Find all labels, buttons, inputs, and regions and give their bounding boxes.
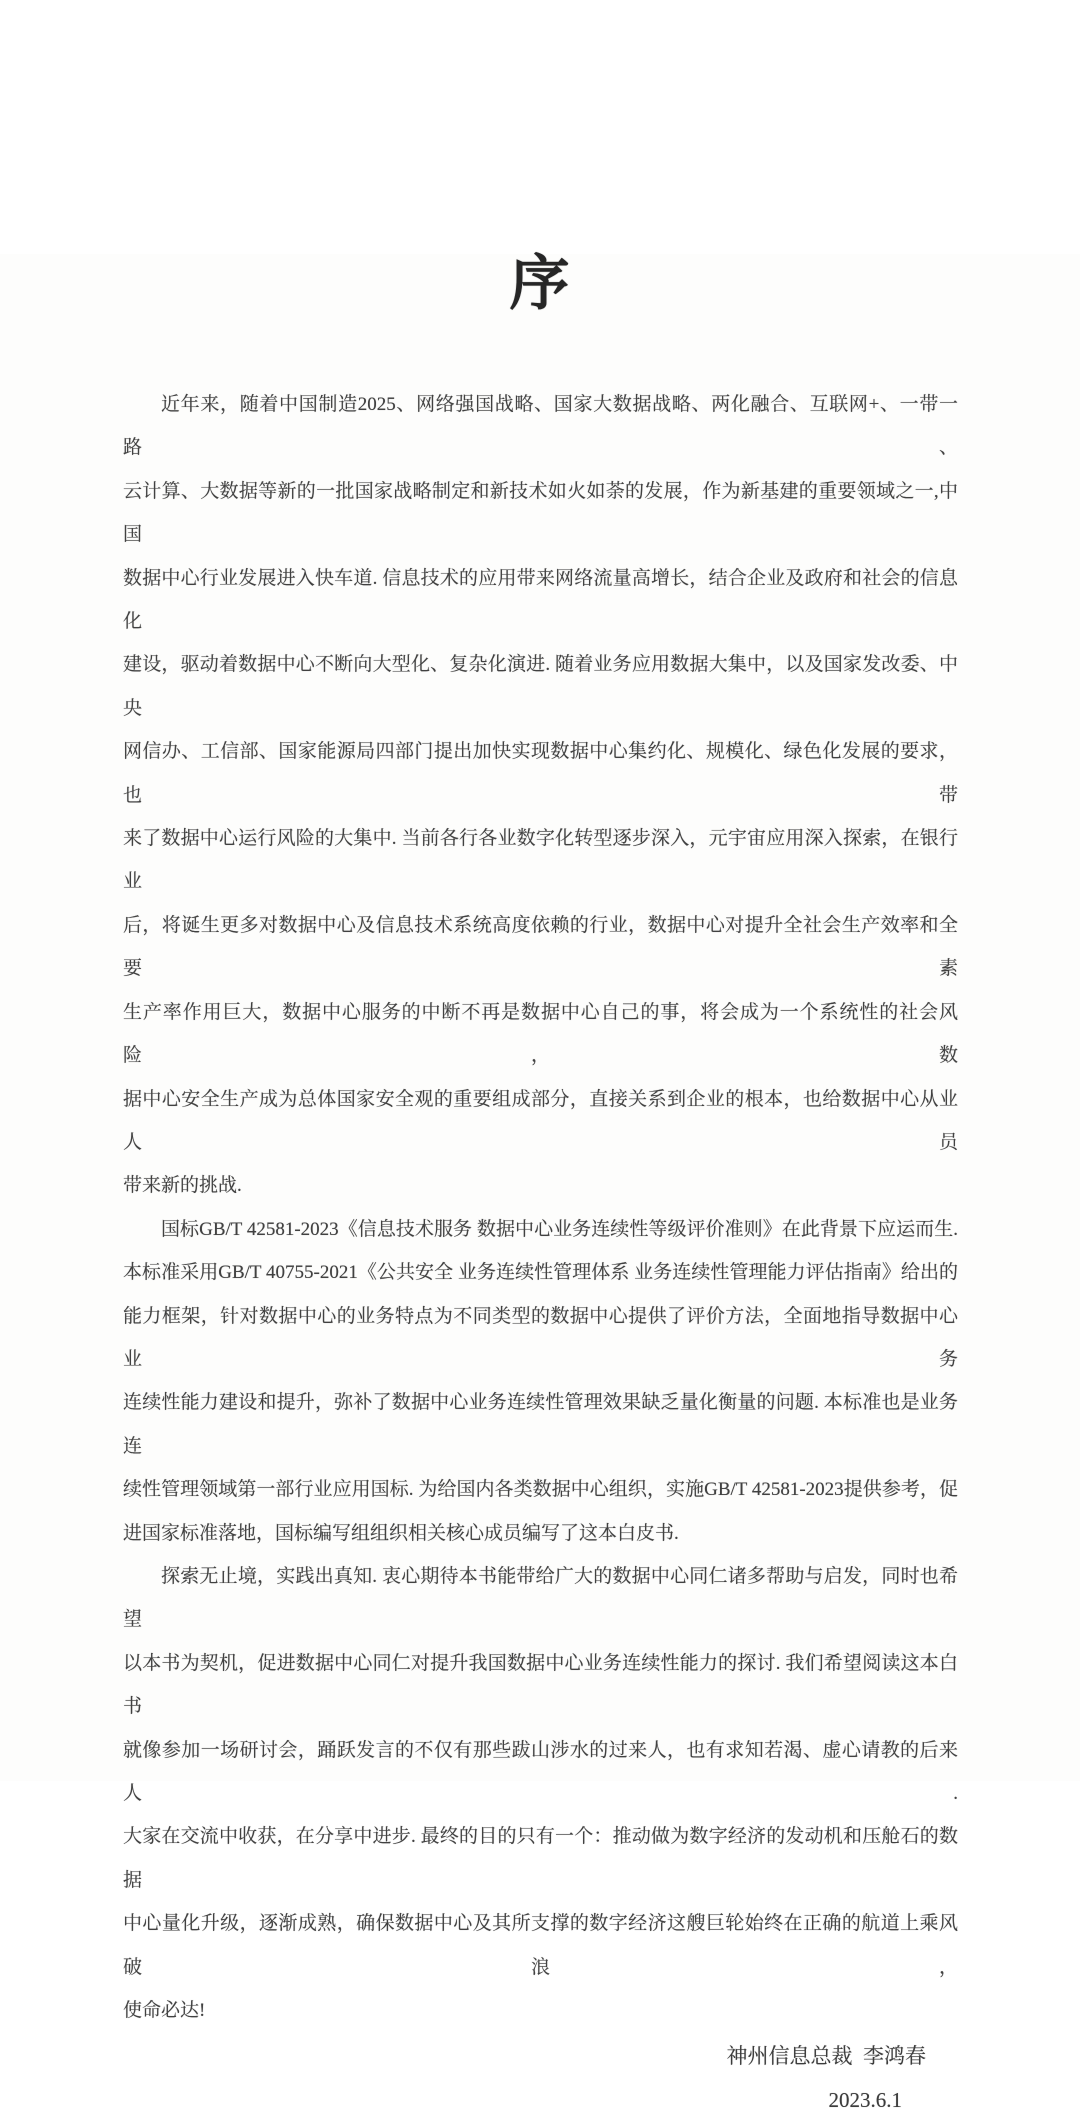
document-page (0, 251, 1080, 2113)
text-line: 后，将诞生更多对数据中心及信息技术系统高度依赖的行业，数据中心对提升全社会生产效率和全要素 (123, 914, 958, 980)
text-line: 近年来，随着中国制造2025、网络强国战略、国家大数据战略、两化融合、互联网+、一带一路、 (123, 394, 958, 459)
text-line: 能力框架，针对数据中心的业务特点为不同类型的数据中心提供了评价方法，全面地指导数据中心业务 (123, 1305, 958, 1370)
text-line: 续性管理领域第一部行业应用国标. 为给国内各类数据中心组织，实施GB/T 42581-2023提供参考，促 (123, 1479, 958, 1501)
text-line: 就像参加一场研讨会，踊跃发言的不仅有那些跋山涉水的过来人，也有求知若渴、虚心请教的后来人. (123, 1739, 958, 1804)
body-text (123, 383, 958, 2122)
text-line: 数据中心行业发展进入快车道. 信息技术的应用带来网络流量高增长，结合企业及政府和社会的信息化 (123, 567, 958, 633)
date: 2023.6.1 (828, 2088, 902, 2113)
text-line: 来了数据中心运行风险的大集中. 当前各行各业数字化转型逐步深入，元宇宙应用深入探索，在银行业 (123, 828, 958, 893)
text-line: 使命必达! (123, 2000, 206, 2022)
text-line: 建设，驱动着数据中心不断向大型化、复杂化演进. 随着业务应用数据大集中，以及国家发改委、中央 (123, 654, 958, 719)
signature: 神州信息总裁 李鸿春 (726, 2044, 926, 2069)
text-line: 进国家标准落地，国标编写组组织相关核心成员编写了这本白皮书. (123, 1522, 679, 1544)
text-line: 带来新的挑战. (123, 1175, 242, 1197)
text-line: 探索无止境，实践出真知. 衷心期待本书能带给广大的数据中心同仁诸多帮助与启发，同时也希望 (123, 1565, 958, 1631)
text-line: 以本书为契机，促进数据中心同仁对提升我国数据中心业务连续性能力的探讨. 我们希望阅读这本白书 (123, 1652, 958, 1718)
text-line: 连续性能力建设和提升，弥补了数据中心业务连续性管理效果缺乏量化衡量的问题. 本标准也是业务连 (123, 1392, 958, 1457)
text-line: 大家在交流中收获，在分享中进步. 最终的目的只有一个：推动做为数字经济的发动机和压舱石的数据 (123, 1826, 958, 1891)
text-line: 生产率作用巨大，数据中心服务的中断不再是数据中心自己的事，将会成为一个系统性的社会风险，数 (123, 1001, 958, 1067)
text-line: 中心量化升级，逐渐成熟，确保数据中心及其所支撑的数字经济这艘巨轮始终在正确的航道上乘风破浪， (123, 1913, 958, 1978)
paragraph (123, 1208, 958, 1555)
text-line: 云计算、大数据等新的一批国家战略制定和新技术如火如荼的发展，作为新基建的重要领域之一,中国 (123, 480, 958, 546)
page-title: 序 (509, 251, 571, 317)
paragraph (123, 383, 958, 1208)
paragraph (123, 1555, 958, 2032)
text-line: 据中心安全生产成为总体国家安全观的重要组成部分，直接关系到企业的根本，也给数据中心从业人员 (123, 1088, 958, 1153)
text-line: 本标准采用GB/T 40755-2021《公共安全 业务连续性管理体系 业务连续性管理能力评估指南》给出的 (123, 1262, 958, 1284)
text-line: 网信办、工信部、国家能源局四部门提出加快实现数据中心集约化、规模化、绿色化发展的要求，也带 (123, 741, 958, 806)
text-line: 国标GB/T 42581-2023《信息技术服务 数据中心业务连续性等级评价准则》在此背景下应运而生. (161, 1218, 958, 1240)
